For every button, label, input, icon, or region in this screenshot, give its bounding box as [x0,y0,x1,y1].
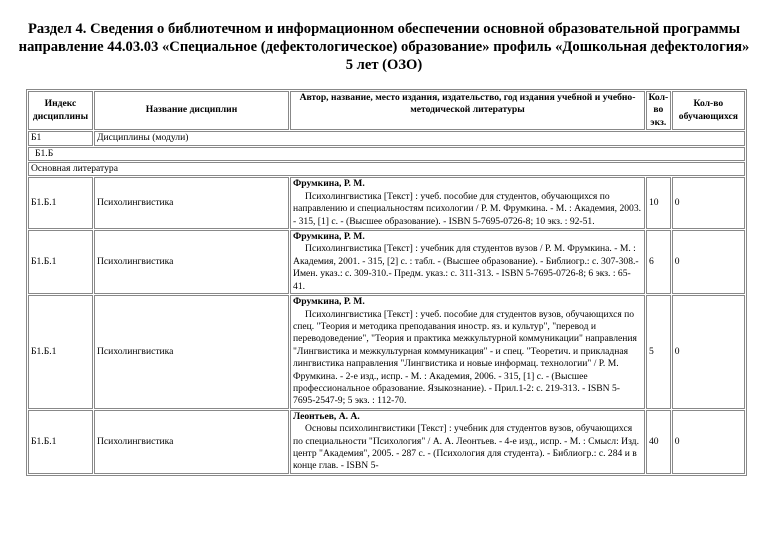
book-description: Психолингвистика [Текст] : учеб. пособие для студентов, обучающихся по направлению и специальностям психологии / Р. М. Фрумкина. - М. : Академия, 2003. - 315, [1] с. - (Высшее образование). - ISBN 5-7695-0726-8; 10 экз. : 92-51. [293,190,642,227]
row-discipline: Психолингвистика [94,410,289,474]
row-students: 0 [672,230,745,294]
row-copies: 40 [646,410,671,474]
book-author: Фрумкина, Р. М. [293,231,365,243]
row-index: Б1.Б.1 [28,410,93,474]
subgroup-row [28,147,745,161]
row-discipline: Психолингвистика [94,295,289,409]
table-row [28,410,745,474]
header-name: Название дисциплин [94,91,289,130]
row-index: Б1.Б.1 [28,230,93,294]
table-header-row [28,91,745,130]
row-students: 0 [672,177,745,229]
row-discipline: Психолингвистика [94,177,289,229]
row-literature [290,230,645,294]
header-index: Индекс дисциплины [28,91,93,130]
header-copies: Кол-во экз. [646,91,671,130]
subgroup-label: Б1.Б [28,147,745,161]
header-students: Кол-во обучающихся [672,91,745,130]
row-copies: 5 [646,295,671,409]
row-copies: 10 [646,177,671,229]
book-author: Фрумкина, Р. М. [293,178,365,190]
book-author: Фрумкина, Р. М. [293,296,365,308]
page-title: Раздел 4. Сведения о библиотечном и информационном обеспечении основной образовательной программы направление 44.03.03 «Специальное (дефектологическое) образование» профиль «Дошкольная дефектология» 5 лет (ОЗО) [18,21,750,73]
section-label: Основная литература [28,162,745,176]
row-students: 0 [672,410,745,474]
row-students: 0 [672,295,745,409]
group-index: Б1 [28,131,93,145]
row-index: Б1.Б.1 [28,295,93,409]
group-row [28,131,745,145]
row-copies: 6 [646,230,671,294]
row-index: Б1.Б.1 [28,177,93,229]
row-literature [290,295,645,409]
book-description: Психолингвистика [Текст] : учебник для студентов вузов / Р. М. Фрумкина. - М. : Академия, 2001. - 315, [2] с. : табл. - (Высшее образование). - Библиогр.: с. 307-308.- Имен. указ.: с. 309-310.- Предм. указ.: с. 311-313. - ISBN 5-7695-0726-8; 6 экз. : 65-41. [293,243,639,292]
table-row [28,177,745,229]
section-row [28,162,745,176]
table-row [28,230,745,294]
book-description: Основы психолингвистики [Текст] : учебник для студентов вузов, обучающихся по специальности "Психология" / А. А. Леонтьев. - 4-е изд., испр. - М. : Смысл: Изд. центр "Академия", 2005. - 287 с. - (Психология для студента). - Библиогр.: с. 284 и в конце глав. - ISBN 5- [293,423,639,472]
group-name: Дисциплины (модули) [94,131,745,145]
row-literature [290,177,645,229]
library-table [26,89,747,476]
row-discipline: Психолингвистика [94,230,289,294]
header-literature: Автор, название, место издания, издательство, год издания учебной и учебно-методической литературы [290,91,645,130]
book-author: Леонтьев, А. А. [293,410,360,422]
row-literature [290,410,645,474]
book-description: Психолингвистика [Текст] : учеб. пособие для студентов вузов, обучающихся по спец. "Теория и методика преподавания иностр. яз. и культур", "перевод и переводоведение", "Теория и практика межкультурной коммуникации" направления "Лингвистика и межкультурная коммуникация" - и спец. "Теоретич. и прикладная лингвистика направления "Лингвистика и новые информац. технологии" / Р. М. Фрумкина. - 2-е изд., испр. - М. : Академия, 2006. - 315, [1] с. - (Высшее профессиональное образование. Языкознание). - Прил.1-2: с. 219-313. - ISBN 5-7695-2547-9; 5 экз. : 112-70. [293,308,637,407]
table-row [28,295,745,409]
